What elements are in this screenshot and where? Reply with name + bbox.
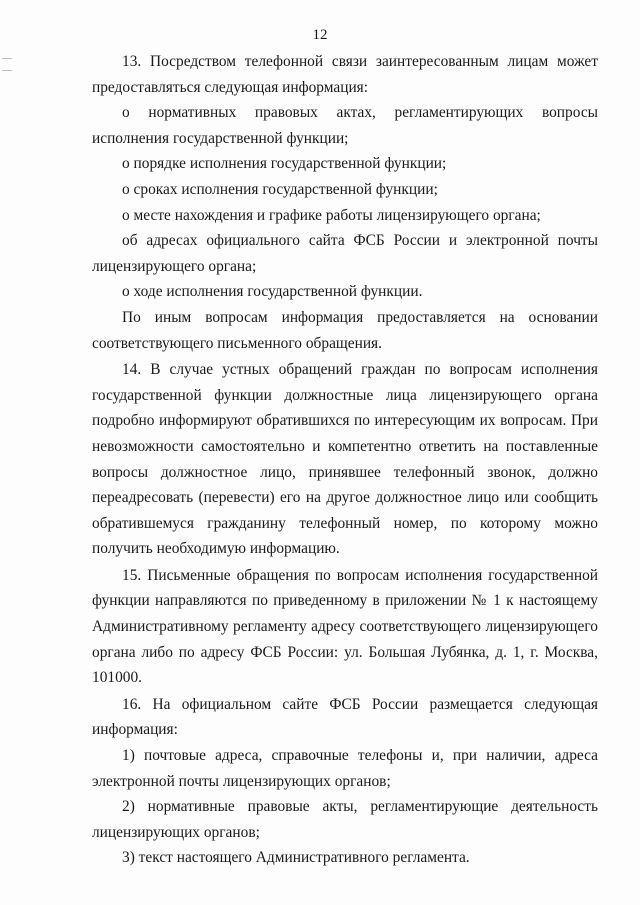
scan-artifact (2, 58, 12, 59)
paragraph-other-questions: По иным вопросам информация предоставляется на основании соответствующего письменного обращения. (92, 308, 598, 352)
list-item-1: 1) почтовые адреса, справочные телефоны и, при наличии, адреса электронной почты лицензирующих органов; (92, 747, 598, 790)
paragraph-15: 15. Письменные обращения по вопросам исполнения государственной функции направляются по приведенному в приложении № 1 к настоящему Административному регламенту адресу соответствующего лицензирующего органа либо по адресу ФСБ России: ул. Большая Лубянка, д. 1, г. Москва, 101000. (92, 566, 598, 687)
list-item-progress: о ходе исполнения государственной функции. (122, 283, 423, 301)
list-item-2: 2) нормативные правовые акты, регламентирующие деятельность лицензирующих органов; (92, 798, 598, 841)
list-item-location: о месте нахождения и графике работы лицензирующего органа; (122, 206, 541, 224)
paragraph-16: 16. На официальном сайте ФСБ России размещается следующая информация: (92, 695, 598, 739)
list-item-3: 3) текст настоящего Административного регламента. (122, 849, 470, 867)
list-item-addresses: об адресах официального сайта ФСБ России и электронной почты лицензирующего органа; (92, 232, 598, 275)
page-number: 12 (312, 27, 328, 43)
paragraph-13: 13. Посредством телефонной связи заинтересованным лицам может предоставляться следующая информация: (92, 53, 598, 96)
list-item-legal-acts: о нормативных правовых актах, регламентирующих вопросы исполнения государственной функции; (92, 104, 598, 147)
document-body (92, 49, 598, 871)
paragraph-14: 14. В случае устных обращений граждан по вопросам исполнения государственной функции должностные лица лицензирующего органа подробно информируют обратившихся по интересующим их вопросам. При невозможности самостоятельно и компетентно ответить на поставленные вопросы должностное лицо, принявшее телефонный звонок, должно переадресовать (перевести) его на другое должностное лицо или сообщить обратившемуся гражданину телефонный номер, по которому можно получить необходимую информацию. (92, 361, 598, 558)
scan-artifact (2, 70, 12, 71)
list-item-deadlines: о сроках исполнения государственной функции; (122, 180, 438, 198)
list-item-procedure: о порядке исполнения государственной функции; (122, 155, 447, 173)
